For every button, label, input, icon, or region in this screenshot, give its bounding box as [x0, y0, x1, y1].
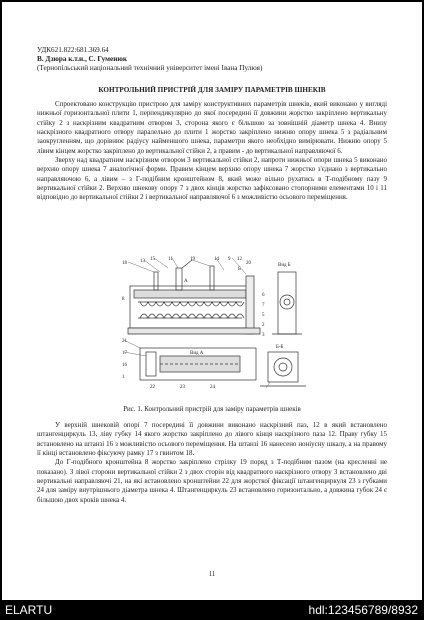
callout-14: 14 [214, 257, 219, 262]
repository-name: ELARTU [5, 603, 53, 617]
paragraph: Зверху над квадратним наскрізним отвором 3 вертикальної стійки 2, напроти нижньої опори шнека 5 виконано верхню опору шнека 7 аналогічної форми. Правим кінцем верхню опору шнека 7 жорстко з'єднано з вертикально направляючою 6, а лівим – з Г-подібним кронштейном 8, який може вільно рухатись в Т-подібному пазу 9 вертикальної стійки 2. Верхню шнекову опору 7 з двох кінців жорстко зафіксовано стопорними елементами 10 і 11 відповідно до вертикальної стійки 2 і вертикальної направляючої 6 з можливістю осьового переміщення. [37, 156, 387, 202]
device-drawing-figure [120, 256, 310, 402]
callout-3: 3 [262, 333, 265, 338]
callout-5: 5 [262, 313, 265, 318]
body-top [37, 100, 387, 203]
callout-13: 13 [140, 259, 145, 264]
callout-21: 21 [122, 339, 127, 344]
callout-15: 15 [150, 257, 155, 262]
callout-6: 6 [262, 293, 265, 298]
repository-footer [0, 600, 424, 620]
udc-code: УДК621.822:681.369.64 [37, 46, 109, 54]
affiliation: (Тернопільський національний технічний університет імені Івана Пулюя) [37, 64, 263, 72]
paper-title: КОНТРОЛЬНИЙ ПРИСТРІЙ ДЛЯ ЗАМІРУ ПАРАМЕТРІВ ШНЕКІВ [98, 86, 326, 94]
paragraph: До Г-подібного кронштейна 8 жорстко закріплено стрілку 19 поряд з Т-подібним пазом (на кресленні не показано). З лівої сторони вертикальної стійки 2 з двох сторін від квадратного наскрізного отвору 3 встановлено дві вертикальні направляючі 21, на які встановлено кронштейни 22 для жорсткої фіксації штангенциркуля 23 з губками 24 для заміру внутрішнього діаметра шнека 4. Штангенциркуль 23 встановлено горизонтально, а довжина губок 24 є більшою двох кроків шнека 4. [37, 458, 387, 504]
paragraph: Спроектовано конструкцію пристрою для заміру конструктивних параметрів шнеків, який виконано у вигляді нижньої горизонтальної плити 1, перпендикулярно до якої посередині її довжини жорстко закріплено вертикальну стійку 2 з наскрізним квадратним отвором 3, сторона якого є більшою за зовнішній діаметр шнека 4. Внизу наскрізного квадратного отвору паралельно до плити 1 жорстко закріплено нижню опору шнека 5 з радіальним заокругленням, що дорівнює радіусу найменшого шнека, параметри якого необхідно вимірювати. Нижню опору 5 лівим кінцем жорстко закріплено до вертикальної стійки 2, а правим - до вертикальної направляючої 6. [37, 100, 387, 155]
authors: В. Дзюра к.т.н., С. Гуменюк [37, 55, 127, 63]
callout-22: 22 [150, 385, 155, 390]
callout-20: 20 [246, 261, 251, 266]
callout-12: 12 [237, 257, 242, 262]
label-section-bb: Б-Б [276, 345, 284, 350]
callout-11: 11 [168, 257, 173, 262]
figure-caption: Рис. 1. Контрольний пристрій для заміру параметрів шнеків [123, 405, 301, 413]
label-b: Б [238, 267, 241, 272]
callout-7: 7 [262, 303, 265, 308]
paragraph: У верхній шнековій опорі 7 посередині її довжини виконано наскрізний паз, 12 в який встановлено штангенциркуль 13, ліву губку 14 якого жорстко закріплено до лівого кінця наскрізного паза 12. Праву губку 15 встановлено на штанзі 16 з можливістю осьового переміщення. На штанзі 16 нанесено ноніусну шкалу, а на правому її кінці встановлено фіксуючу рамку 17 з гвинтом 18. [37, 421, 387, 458]
callout-16: 16 [122, 363, 127, 368]
label-a: А [184, 279, 188, 284]
document-page [2, 2, 422, 600]
device-drawing [120, 256, 310, 402]
callout-18: 18 [122, 261, 127, 266]
callout-1: 1 [122, 375, 125, 380]
page-number: 11 [208, 571, 216, 578]
callout-24: 24 [210, 385, 215, 390]
callout-8: 8 [122, 297, 125, 302]
callout-23: 23 [180, 385, 185, 390]
body-bottom [37, 421, 387, 505]
callout-2: 2 [262, 323, 265, 328]
callout-19: 19 [190, 257, 195, 262]
handle-link[interactable]: hdl:123456789/8932 [308, 603, 418, 617]
callout-17: 17 [122, 351, 127, 356]
label-view-a: Вид А [190, 351, 204, 356]
label-view-b: Вид Б [278, 263, 291, 268]
callout-9: 9 [228, 257, 231, 262]
